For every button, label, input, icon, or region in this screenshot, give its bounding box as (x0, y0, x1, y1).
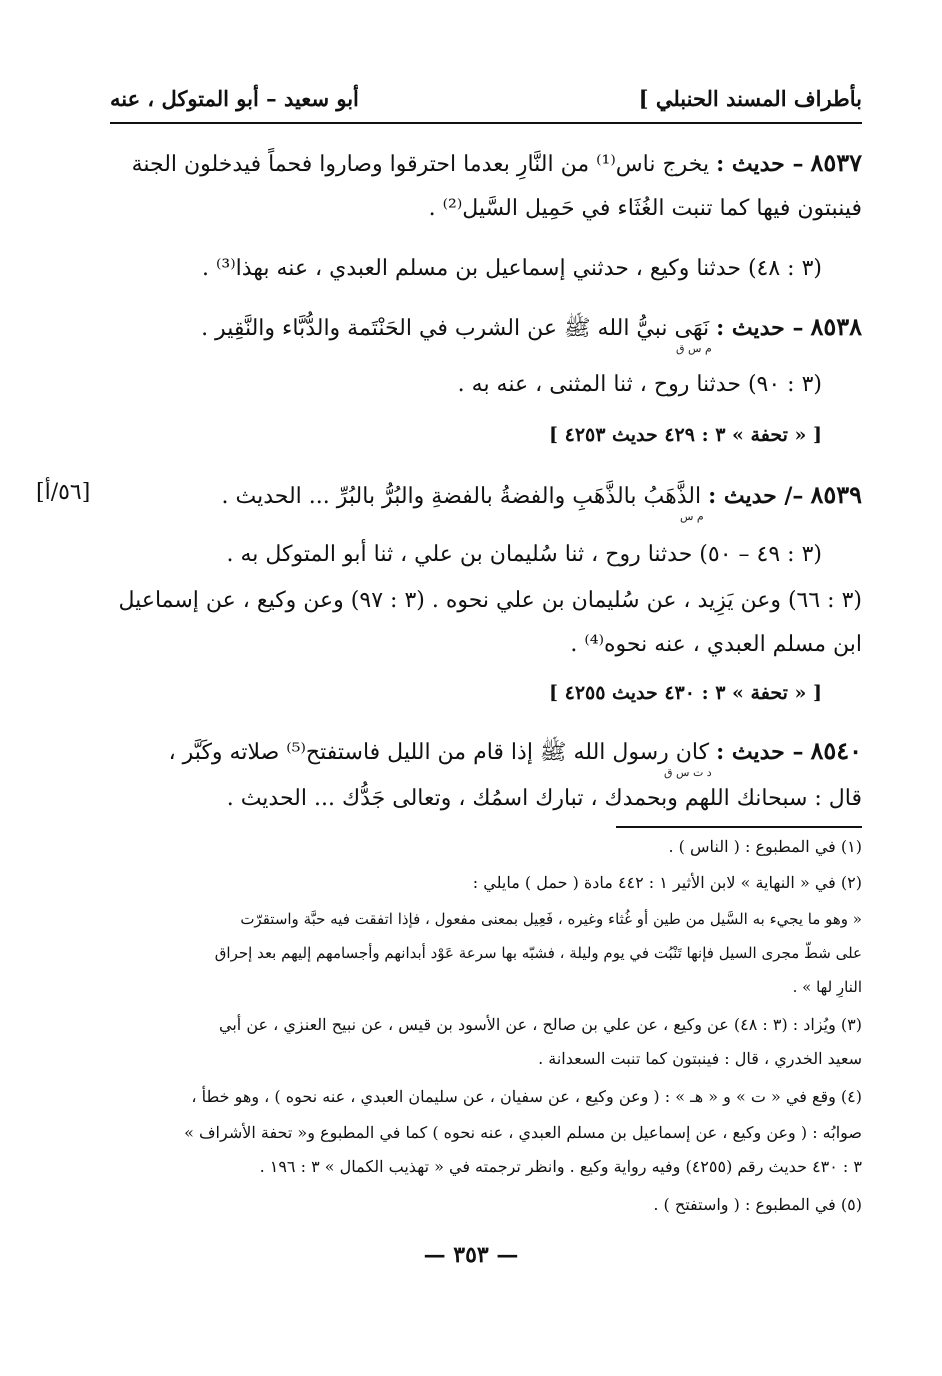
footnote-2-quote-2 (80, 936, 862, 970)
isnad-text: (٣ : ٤٨) حدثنا وكيع ، حدثني إسماعيل بن مسلم العبدي ، عنه بهذا⁽³⁾ . (201, 256, 822, 281)
hadith-number: ٨٥٣٩ (810, 480, 862, 509)
hadith-text: يخرج ناس⁽¹⁾ من النَّارِ بعدما احترقوا وصاروا فحماً فيدخلون الجنة (131, 152, 710, 177)
footnote-5 (80, 1192, 862, 1218)
hadith-8539-isnad3 (80, 630, 862, 660)
hadith-8539-sigla: م س (680, 510, 704, 523)
hadith-number: ٨٥٣٨ (810, 312, 862, 341)
hadith-8540-line2 (80, 784, 862, 814)
footnote-text: صوابُه : ( وعن وكيع ، عن إسماعيل بن مسلم العبدي ، عنه نحوه ) كما في المطبوع و« تحفة الأشراف » (184, 1123, 862, 1142)
isnad-text: (٣ : ٩٠) حدثنا روح ، ثنا المثنى ، عنه به . (457, 372, 822, 397)
hadith-8540-sigla: د ت س ق (664, 766, 712, 779)
hadith-8538-isnad (40, 370, 822, 400)
footnote-text: (٣) ويُزاد : (٣ : ٤٨) عن وكيع ، عن علي بن صالح ، عن الأسود بن قيس ، عن نبيح العنزي ، عن أبي (219, 1015, 862, 1034)
footnote-text: سعيد الخدري ، قال : فينبتون كما تنبت السعدانة . (538, 1049, 862, 1068)
hadith-label: – حديث : (716, 739, 804, 765)
hadith-8538-sigla: م س ق (676, 342, 712, 355)
hadith-number: ٨٥٤٠ (810, 736, 862, 765)
footnote-4-line2 (80, 1120, 862, 1146)
manuscript-folio-ref: [٥٦/أ] (36, 480, 91, 505)
reference-text: [ « تحفة » ٣ : ٤٢٩ حديث ٤٢٥٣ ] (549, 424, 822, 446)
footnote-text: (٢) في « النهاية » لابن الأثير ١ : ٤٤٢ مادة ( حمل ) مايلي : (472, 873, 862, 892)
footnote-4-line3 (80, 1154, 862, 1180)
tuhfa-reference (40, 424, 822, 446)
hadith-8538-line (80, 312, 862, 344)
footnote-text: (١) في المطبوع : ( الناس ) . (668, 837, 862, 856)
hadith-text: فينبتون فيها كما تنبت الغُثَاء في حَمِيل السَّيل⁽²⁾ . (428, 196, 862, 221)
footnote-1 (80, 834, 862, 860)
hadith-label: – حديث : (716, 151, 804, 177)
hadith-8540-line1 (80, 736, 862, 768)
footnote-text: (٤) وقع في « ت » و « هـ » : ( وعن وكيع ، عن سفيان ، عن سليمان العبدي ، عنه نحوه ) ، وهو خطأ ، (191, 1087, 862, 1106)
hadith-label: – حديث : (716, 315, 804, 341)
hadith-label: –/ حديث : (708, 483, 804, 509)
footnote-text: على شطّ مجرى السيل فإنها تَنْبُت في يوم وليلة ، فشبّه بها سرعة عَوْد أبدانهم وأجسامهم إليهم بعد إحراق (214, 944, 862, 962)
footnote-rule (616, 826, 862, 828)
running-header (110, 80, 862, 116)
reference-text: [ « تحفة » ٣ : ٤٣٠ حديث ٤٢٥٥ ] (549, 682, 822, 704)
hadith-8539-isnad1 (40, 540, 822, 570)
hadith-8537-isnad (40, 254, 822, 284)
hadith-text: قال : سبحانك اللهم وبحمدك ، تبارك اسمُك ، وتعالى جَدُّك ... الحديث . (226, 786, 862, 811)
footnote-2 (80, 870, 862, 896)
isnad-text: (٣ : ٦٦) وعن يَزِيد ، عن سُليمان بن علي نحوه . (٣ : ٩٧) وعن وكيع ، عن إسماعيل (118, 588, 862, 613)
hadith-8537-line1 (80, 148, 862, 180)
footnote-text: (٥) في المطبوع : ( واستفتح ) . (653, 1195, 862, 1214)
footnote-2-quote-3 (80, 970, 862, 1004)
footnote-3-line1 (80, 1012, 862, 1038)
running-title: أبو سعيد – أبو المتوكل ، عنه (110, 86, 359, 111)
footnote-text: « وهو ما يجيء به السَّيل من طين أو غُثاء وغيره ، فَعِيل بمعنى مفعول ، فإذا اتفقت فيه حبَّة واستقرّت (240, 910, 862, 928)
hadith-text: نَهَى نبيُّ الله ﷺ عن الشرب في الحَنْتَمة والدُّبَّاء والنَّقِير . (201, 316, 710, 341)
footnote-4-line1 (80, 1084, 862, 1110)
hadith-number: ٨٥٣٧ (810, 148, 862, 177)
footnote-2-quote-1 (80, 902, 862, 936)
hadith-8539-isnad2 (80, 586, 862, 616)
header-rule (110, 122, 862, 124)
hadith-8537-line2 (80, 194, 862, 224)
book-title: بأطراف المسند الحنبلي ] (638, 86, 862, 111)
hadith-text: كان رسول الله ﷺ إذا قام من الليل فاستفتح⁽⁵⁾ صلاته وكَبَّر ، (168, 740, 710, 765)
footnote-3-line2 (80, 1046, 862, 1072)
isnad-text: ابن مسلم العبدي ، عنه نحوه⁽⁴⁾ . (570, 632, 862, 657)
tuhfa-reference (40, 682, 822, 704)
isnad-text: (٣ : ٤٩ – ٥٠) حدثنا روح ، ثنا سُليمان بن علي ، ثنا أبو المتوكل به . (226, 542, 822, 567)
footnote-text: النارِ لها » . (792, 978, 862, 996)
footnote-text: ٣ : ٤٣٠ حديث رقم (٤٢٥٥) وفيه رواية وكيع . وانظر ترجمته في « تهذيب الكمال » ٣ : ١٩٦ . (259, 1157, 862, 1176)
hadith-text: الذَّهَبُ بالذَّهَبِ والفضةُ بالفضةِ والبُرُّ بالبُرِّ ... الحديث . (221, 484, 702, 509)
page-number: — ٣٥٣ — (423, 1242, 519, 1268)
hadith-8539-line (182, 480, 862, 512)
